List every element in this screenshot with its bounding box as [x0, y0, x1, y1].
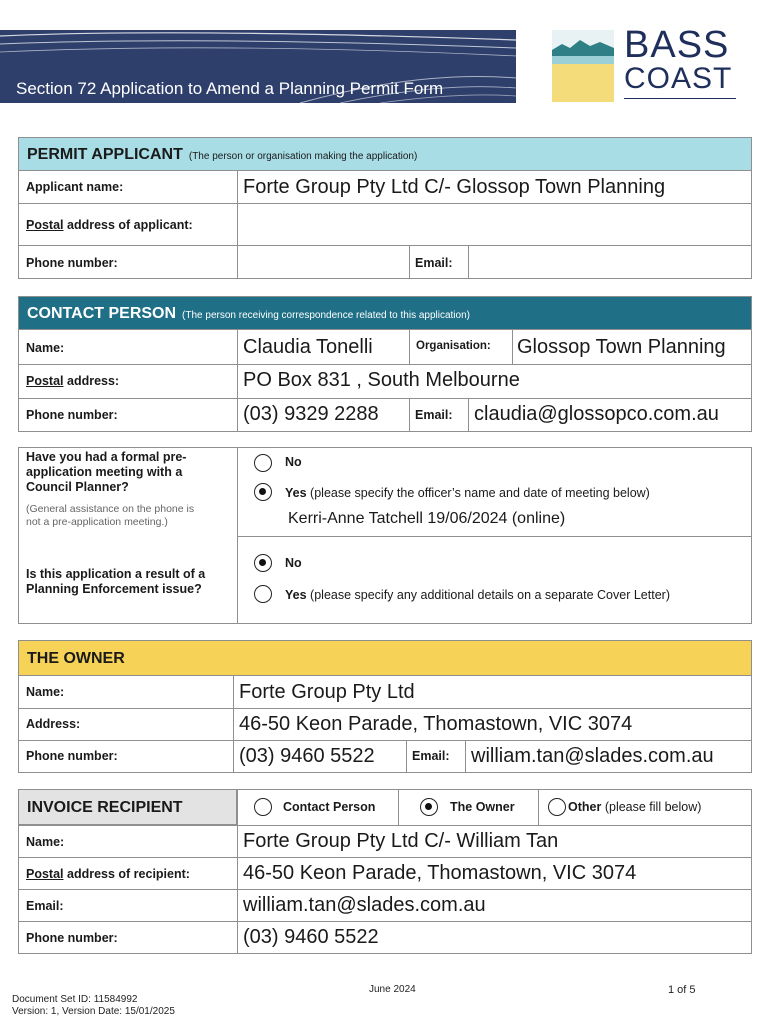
header-banner	[0, 30, 516, 103]
applicant-postal-field[interactable]	[243, 214, 743, 240]
row-divider	[18, 740, 752, 741]
invoice-name-field[interactable]: Forte Group Pty Ltd C/- William Tan	[243, 830, 559, 852]
applicant-postal-label: Postal address of applicant:	[26, 218, 193, 232]
invoice-owner-label: The Owner	[450, 800, 515, 814]
contact-organisation-label: Organisation:	[416, 340, 491, 352]
column-divider	[237, 789, 238, 954]
applicant-email-label: Email:	[415, 256, 453, 270]
logo-underline	[624, 98, 736, 99]
enforcement-no-label: No	[285, 556, 302, 570]
section-heading: PERMIT APPLICANT	[27, 146, 183, 163]
form-title: Section 72 Application to Amend a Planning Permit Form	[16, 79, 444, 98]
owner-phone-field[interactable]: (03) 9460 5522	[239, 745, 375, 767]
invoice-postal-field[interactable]: 46-50 Keon Parade, Thomastown, VIC 3074	[243, 862, 637, 884]
contact-phone-field[interactable]: (03) 9329 2288	[243, 403, 379, 425]
enforcement-question: Is this application a result of a Planning Enforcement issue?	[26, 567, 206, 596]
row-divider	[18, 364, 752, 365]
row-divider	[18, 398, 752, 399]
column-divider	[398, 789, 399, 825]
invoice-contact-person-radio[interactable]	[254, 798, 272, 816]
invoice-owner-radio[interactable]	[420, 798, 438, 816]
invoice-other-label: Other (please fill below)	[568, 800, 702, 814]
contact-organisation-field[interactable]: Glossop Town Planning	[517, 336, 726, 358]
owner-phone-label: Phone number:	[26, 749, 118, 763]
row-divider	[18, 245, 752, 246]
pre-application-yes-label: Yes (please specify the officer’s name and date of meeting below)	[285, 486, 650, 500]
row-divider	[18, 921, 752, 922]
applicant-name-label: Applicant name:	[26, 180, 124, 194]
row-divider	[18, 708, 752, 709]
owner-header	[18, 640, 752, 676]
column-divider	[409, 245, 410, 279]
footer-page-number: 1 of 5	[668, 984, 696, 996]
enforcement-yes-radio[interactable]	[254, 585, 272, 603]
column-divider	[406, 740, 407, 773]
row-divider	[237, 536, 752, 537]
logo-text-coast: COAST	[624, 62, 733, 95]
footer-version: Version: 1, Version Date: 15/01/2025	[12, 1006, 175, 1017]
column-divider	[237, 330, 238, 432]
owner-name-label: Name:	[26, 685, 65, 699]
column-divider	[512, 330, 513, 364]
section-heading: THE OWNER	[27, 650, 125, 667]
column-divider	[468, 245, 469, 279]
contact-postal-field[interactable]: PO Box 831 , South Melbourne	[243, 369, 520, 391]
footer-date: June 2024	[369, 984, 416, 995]
bass-coast-logo-icon	[552, 30, 614, 102]
column-divider	[465, 740, 466, 773]
contact-name-label: Name:	[26, 341, 65, 355]
invoice-name-label: Name:	[26, 835, 65, 849]
enforcement-yes-label: Yes (please specify any additional details on a separate Cover Letter)	[285, 588, 670, 602]
column-divider	[468, 398, 469, 432]
column-divider	[538, 789, 539, 825]
contact-phone-label: Phone number:	[26, 408, 118, 422]
footer-document-id: Document Set ID: 11584992	[12, 994, 138, 1005]
row-divider	[18, 825, 752, 826]
contact-postal-label: Postal address:	[26, 374, 120, 388]
pre-application-yes-radio[interactable]	[254, 483, 272, 501]
applicant-phone-field[interactable]	[243, 250, 403, 274]
section-subheading: (The person or organisation making the application)	[188, 151, 418, 162]
invoice-recipient-header	[18, 789, 237, 825]
invoice-phone-label: Phone number:	[26, 931, 118, 945]
pre-application-note: (General assistance on the phone is not a pre-application meeting.)	[26, 503, 195, 528]
column-divider	[409, 398, 410, 432]
owner-address-field[interactable]: 46-50 Keon Parade, Thomastown, VIC 3074	[239, 713, 633, 735]
applicant-name-field[interactable]: Forte Group Pty Ltd C/- Glossop Town Planning	[243, 176, 666, 198]
row-divider	[18, 857, 752, 858]
column-divider	[237, 171, 238, 279]
invoice-email-field[interactable]: william.tan@slades.com.au	[243, 894, 486, 916]
owner-address-label: Address:	[26, 717, 81, 731]
owner-email-field[interactable]: william.tan@slades.com.au	[471, 745, 714, 767]
section-subheading: (The person receiving correspondence related to this application)	[182, 310, 470, 321]
applicant-phone-label: Phone number:	[26, 256, 118, 270]
owner-name-field[interactable]: Forte Group Pty Ltd	[239, 681, 415, 703]
permit-applicant-header	[18, 137, 752, 171]
row-divider	[18, 203, 752, 204]
invoice-other-radio[interactable]	[548, 798, 566, 816]
logo-text-bass: BASS	[624, 24, 730, 66]
column-divider	[409, 330, 410, 364]
invoice-email-label: Email:	[26, 899, 64, 913]
invoice-postal-label: Postal address of recipient:	[26, 867, 190, 881]
pre-application-question: Have you had a formal pre- application meeting with a Council Planner?	[26, 450, 187, 494]
applicant-email-field[interactable]	[474, 250, 744, 274]
contact-email-label: Email:	[415, 408, 453, 422]
contact-email-field[interactable]: claudia@glossopco.com.au	[474, 403, 719, 425]
section-heading: INVOICE RECIPIENT	[27, 799, 183, 816]
pre-application-no-label: No	[285, 455, 302, 469]
contact-name-field[interactable]: Claudia Tonelli	[243, 336, 373, 358]
owner-email-label: Email:	[412, 749, 450, 763]
invoice-contact-person-label: Contact Person	[283, 800, 376, 814]
row-divider	[18, 889, 752, 890]
pre-application-officer-field[interactable]: Kerri-Anne Tatchell 19/06/2024 (online)	[288, 510, 566, 527]
contact-person-header	[18, 296, 752, 330]
column-divider	[233, 676, 234, 773]
invoice-phone-field[interactable]: (03) 9460 5522	[243, 926, 379, 948]
pre-application-no-radio[interactable]	[254, 454, 272, 472]
enforcement-no-radio[interactable]	[254, 554, 272, 572]
section-heading: CONTACT PERSON	[27, 305, 177, 322]
